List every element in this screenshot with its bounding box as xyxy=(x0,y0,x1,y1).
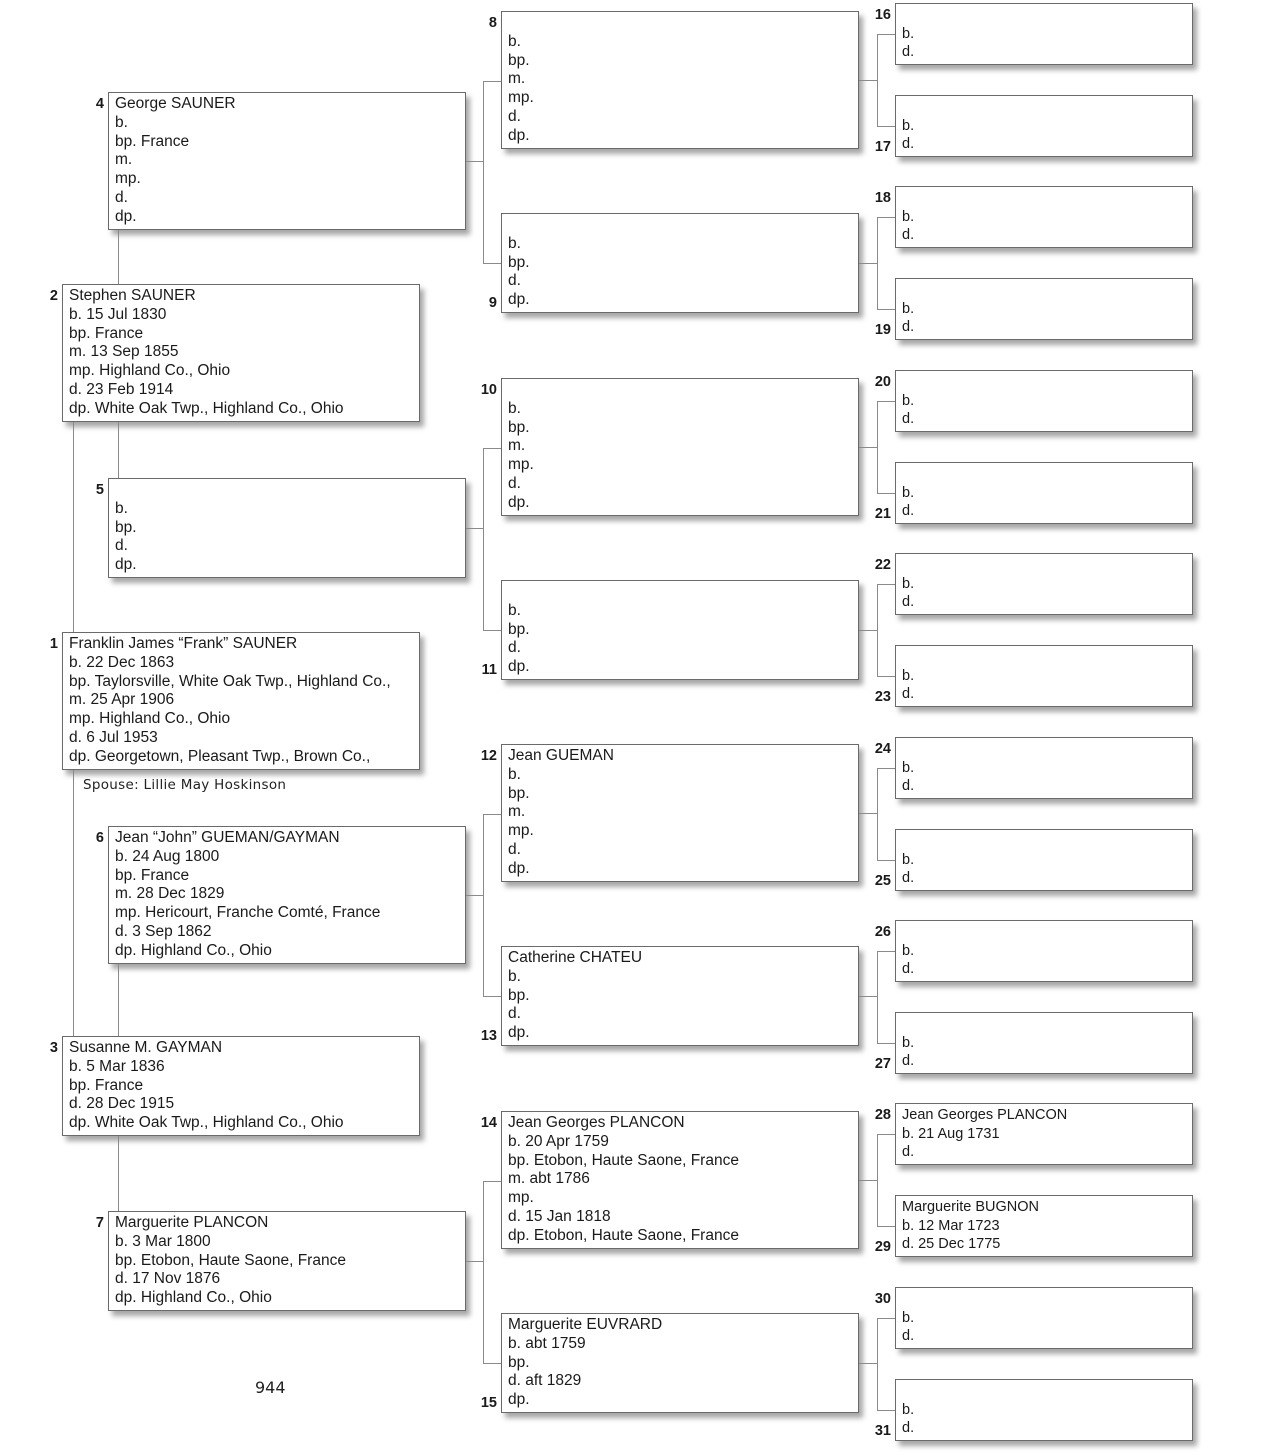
person-detail-line: dp. xyxy=(508,1391,530,1409)
person-box-27 xyxy=(895,1012,1193,1074)
person-detail-line: d. xyxy=(115,537,128,555)
connector-line xyxy=(859,1180,877,1181)
person-detail-line: dp. Highland Co., Ohio xyxy=(115,941,272,959)
connector-line xyxy=(859,813,877,814)
generation-number: 9 xyxy=(488,295,497,311)
person-detail-line: dp. Etobon, Haute Saone, France xyxy=(508,1226,739,1244)
connector-line xyxy=(483,630,501,631)
person-detail-line: b. xyxy=(902,484,915,501)
person-box-5 xyxy=(108,478,466,578)
person-detail-line: b. xyxy=(115,113,128,131)
generation-number: 24 xyxy=(874,741,891,757)
connector-line xyxy=(466,1261,483,1262)
connector-line xyxy=(877,1043,895,1044)
connector-line xyxy=(859,1363,877,1364)
person-detail-line: b. abt 1759 xyxy=(508,1334,586,1352)
person-detail-line: dp. Highland Co., Ohio xyxy=(115,1289,272,1307)
person-box-13 xyxy=(501,946,859,1046)
connector-line xyxy=(877,584,895,585)
person-detail-line: d. xyxy=(902,44,915,60)
person-name: George SAUNER xyxy=(115,95,236,112)
person-name xyxy=(508,583,858,602)
connector-line xyxy=(483,448,484,630)
person-box-11 xyxy=(501,580,859,680)
person-detail-line: b. 3 Mar 1800 xyxy=(115,1232,211,1250)
person-detail-line: m. xyxy=(508,437,526,455)
generation-number: 16 xyxy=(874,7,891,23)
person-detail-line: bp. xyxy=(508,620,530,638)
person-name: Susanne M. GAYMAN xyxy=(69,1039,223,1056)
connector-line xyxy=(877,401,895,402)
person-detail-line: b. xyxy=(508,399,521,417)
person-detail-line: d. xyxy=(902,686,915,702)
person-detail-line: b. xyxy=(508,967,521,985)
person-detail-line: mp. Highland Co., Ohio xyxy=(69,710,231,728)
connector-line xyxy=(877,860,895,861)
connector-line xyxy=(466,161,483,162)
generation-number: 20 xyxy=(874,374,891,390)
connector-line xyxy=(877,1318,895,1319)
generation-number: 15 xyxy=(480,1395,497,1411)
person-detail-line: bp. xyxy=(508,418,530,436)
person-name xyxy=(902,189,1192,208)
person-detail-line: bp. xyxy=(508,253,530,271)
person-detail-line: bp. xyxy=(115,518,137,536)
generation-number: 30 xyxy=(874,1291,891,1307)
person-box-16 xyxy=(895,3,1193,65)
person-detail-line: b. xyxy=(902,25,915,42)
connector-line xyxy=(877,951,895,952)
connector-line xyxy=(73,770,74,1036)
generation-number: 14 xyxy=(480,1115,497,1131)
generation-number: 8 xyxy=(488,15,497,31)
connector-line xyxy=(877,309,895,310)
person-box-15 xyxy=(501,1313,859,1413)
person-detail-line: m. xyxy=(115,151,133,169)
person-name xyxy=(902,281,1192,300)
person-name xyxy=(902,1382,1192,1401)
person-box-26 xyxy=(895,920,1193,982)
generation-number: 18 xyxy=(874,190,891,206)
connector-line xyxy=(877,34,895,35)
person-name: Catherine CHATEU xyxy=(508,949,643,966)
person-name xyxy=(902,6,1192,25)
generation-number: 21 xyxy=(874,506,891,522)
connector-line xyxy=(859,447,877,448)
person-detail-line: b. xyxy=(902,667,915,684)
person-detail-line: m. xyxy=(508,70,526,88)
connector-line xyxy=(118,964,119,1036)
generation-number: 10 xyxy=(480,382,497,398)
person-detail-line: b. xyxy=(508,601,521,619)
person-detail-line: d. xyxy=(508,272,521,290)
person-detail-line: d. 15 Jan 1818 xyxy=(508,1207,611,1225)
connector-line xyxy=(483,1181,501,1182)
connector-line xyxy=(877,676,895,677)
connector-line xyxy=(466,895,483,896)
person-detail-line: d. 23 Feb 1914 xyxy=(69,380,174,398)
connector-line xyxy=(483,1363,501,1364)
person-name xyxy=(902,1290,1192,1309)
person-box-23 xyxy=(895,645,1193,707)
person-detail-line: mp. xyxy=(508,89,534,107)
generation-number: 31 xyxy=(874,1423,891,1439)
connector-line xyxy=(118,422,119,478)
person-detail-line: bp. France xyxy=(115,132,190,150)
person-box-22 xyxy=(895,553,1193,615)
person-box-20 xyxy=(895,370,1193,432)
person-detail-line: mp. xyxy=(508,456,534,474)
connector-line xyxy=(466,528,483,529)
person-detail-line: d. xyxy=(902,594,915,610)
person-detail-line: d. xyxy=(902,503,915,519)
person-detail-line: b. xyxy=(115,499,128,517)
spouse-note: Spouse: Lillie May Hoskinson xyxy=(83,777,287,793)
connector-line xyxy=(877,768,878,860)
person-detail-line: b. 22 Dec 1863 xyxy=(69,653,175,671)
person-detail-line: b. xyxy=(902,759,915,776)
person-name xyxy=(902,373,1192,392)
generation-number: 27 xyxy=(874,1056,891,1072)
connector-line xyxy=(877,493,895,494)
person-detail-line: dp. xyxy=(508,291,530,309)
person-detail-line: mp. xyxy=(508,1189,534,1207)
connector-line xyxy=(859,263,877,264)
person-detail-line: b. 5 Mar 1836 xyxy=(69,1057,165,1075)
person-detail-line: m. xyxy=(508,803,526,821)
person-detail-line: b. xyxy=(902,117,915,134)
person-name xyxy=(902,98,1192,117)
person-detail-line: d. xyxy=(902,136,915,152)
generation-number: 19 xyxy=(874,322,891,338)
person-detail-line: dp. xyxy=(508,493,530,511)
person-detail-line: dp. Georgetown, Pleasant Twp., Brown Co., xyxy=(69,747,371,765)
person-detail-line: bp. France xyxy=(69,324,144,342)
person-detail-line: dp. xyxy=(508,859,530,877)
connector-line xyxy=(73,422,74,632)
person-name xyxy=(508,381,858,400)
person-name xyxy=(115,481,465,500)
person-detail-line: d. xyxy=(508,840,521,858)
person-detail-line: d. xyxy=(902,227,915,243)
person-detail-line: b. xyxy=(902,851,915,868)
person-name xyxy=(902,740,1192,759)
person-detail-line: dp. xyxy=(115,556,137,574)
person-box-10 xyxy=(501,378,859,516)
generation-number: 5 xyxy=(95,482,104,498)
person-name xyxy=(508,14,858,33)
person-detail-line: mp. xyxy=(508,822,534,840)
person-detail-line: d. xyxy=(115,188,128,206)
person-detail-line: bp. France xyxy=(115,866,190,884)
connector-line xyxy=(877,1226,895,1227)
person-detail-line: dp. White Oak Twp., Highland Co., Ohio xyxy=(69,399,344,417)
person-box-29 xyxy=(895,1195,1193,1257)
connector-line xyxy=(877,1134,878,1226)
person-box-3 xyxy=(62,1036,420,1136)
connector-line xyxy=(877,1410,895,1411)
generation-number: 13 xyxy=(480,1028,497,1044)
person-name: Marguerite PLANCON xyxy=(115,1214,269,1231)
person-detail-line: b. xyxy=(508,32,521,50)
person-box-28 xyxy=(895,1103,1193,1165)
person-detail-line: b. xyxy=(902,1309,915,1326)
generation-number: 23 xyxy=(874,689,891,705)
person-box-18 xyxy=(895,186,1193,248)
person-detail-line: d. 3 Sep 1862 xyxy=(115,922,212,940)
person-name: Stephen SAUNER xyxy=(69,287,196,304)
person-detail-line: b. xyxy=(902,208,915,225)
person-detail-line: dp. xyxy=(115,207,137,225)
person-detail-line: d. xyxy=(508,639,521,657)
generation-number: 4 xyxy=(95,96,104,112)
person-detail-line: b. xyxy=(508,234,521,252)
person-name: Jean “John” GUEMAN/GAYMAN xyxy=(115,829,340,846)
person-detail-line: b. xyxy=(902,300,915,317)
connector-line xyxy=(877,34,878,126)
connector-line xyxy=(483,263,501,264)
person-detail-line: d. xyxy=(902,319,915,335)
generation-number: 25 xyxy=(874,873,891,889)
person-detail-line: bp. xyxy=(508,784,530,802)
person-name xyxy=(508,216,858,235)
person-detail-line: d. aft 1829 xyxy=(508,1372,582,1390)
person-detail-line: d. xyxy=(902,411,915,427)
connector-line xyxy=(483,81,484,263)
person-box-9 xyxy=(501,213,859,313)
person-box-8 xyxy=(501,11,859,149)
person-detail-line: d. xyxy=(902,1053,915,1069)
generation-number: 28 xyxy=(874,1107,891,1123)
person-box-6 xyxy=(108,826,466,964)
person-detail-line: d. xyxy=(508,474,521,492)
generation-number: 2 xyxy=(49,288,58,304)
person-box-19 xyxy=(895,278,1193,340)
connector-line xyxy=(118,1136,119,1211)
person-detail-line: bp. xyxy=(508,51,530,69)
person-detail-line: bp. France xyxy=(69,1076,144,1094)
connector-line xyxy=(483,81,501,82)
person-detail-line: d. xyxy=(902,1328,915,1344)
person-detail-line: m. 28 Dec 1829 xyxy=(115,885,225,903)
person-name xyxy=(902,556,1192,575)
person-name: Jean Georges PLANCON xyxy=(508,1114,685,1131)
person-box-1 xyxy=(62,632,420,770)
connector-line xyxy=(877,126,895,127)
person-detail-line: dp. xyxy=(508,1024,530,1042)
person-box-25 xyxy=(895,829,1193,891)
person-detail-line: b. xyxy=(902,392,915,409)
person-detail-line: b. xyxy=(902,942,915,959)
person-detail-line: d. xyxy=(902,778,915,794)
page-number: 944 xyxy=(255,1378,286,1397)
person-box-4 xyxy=(108,92,466,230)
person-box-7 xyxy=(108,1211,466,1311)
person-detail-line: b. 21 Aug 1731 xyxy=(902,1125,1000,1142)
connector-line xyxy=(877,768,895,769)
generation-number: 7 xyxy=(95,1215,104,1231)
generation-number: 1 xyxy=(49,636,58,652)
person-box-31 xyxy=(895,1379,1193,1441)
person-detail-line: bp. xyxy=(508,1353,530,1371)
person-name: Jean GUEMAN xyxy=(508,747,614,764)
person-detail-line: b. xyxy=(902,1401,915,1418)
person-box-30 xyxy=(895,1287,1193,1349)
person-name xyxy=(902,1015,1192,1034)
connector-line xyxy=(877,1318,878,1410)
generation-number: 12 xyxy=(480,748,497,764)
person-detail-line: mp. xyxy=(115,170,141,188)
person-box-2 xyxy=(62,284,420,422)
person-name xyxy=(902,648,1192,667)
person-box-24 xyxy=(895,737,1193,799)
connector-line xyxy=(877,217,878,309)
connector-line xyxy=(483,814,484,996)
person-detail-line: d. 6 Jul 1953 xyxy=(69,728,158,746)
generation-number: 11 xyxy=(481,662,497,678)
generation-number: 22 xyxy=(874,557,891,573)
connector-line xyxy=(877,584,878,676)
connector-line xyxy=(877,401,878,493)
person-name xyxy=(902,923,1192,942)
person-detail-line: dp. White Oak Twp., Highland Co., Ohio xyxy=(69,1114,344,1132)
connector-line xyxy=(859,996,877,997)
person-name: Marguerite EUVRARD xyxy=(508,1316,663,1333)
person-detail-line: b. xyxy=(508,765,521,783)
generation-number: 6 xyxy=(95,830,104,846)
person-detail-line: d. xyxy=(902,1144,915,1160)
connector-line xyxy=(877,1134,895,1135)
connector-line xyxy=(483,1181,484,1363)
generation-number: 17 xyxy=(874,139,891,155)
person-name: Marguerite BUGNON xyxy=(902,1199,1039,1215)
person-name: Jean Georges PLANCON xyxy=(902,1107,1068,1123)
person-detail-line: d. 25 Dec 1775 xyxy=(902,1236,1001,1252)
person-detail-line: b. 15 Jul 1830 xyxy=(69,305,167,323)
generation-number: 3 xyxy=(49,1040,58,1056)
person-detail-line: m. abt 1786 xyxy=(508,1170,590,1188)
connector-line xyxy=(877,951,878,1043)
person-detail-line: bp. xyxy=(508,986,530,1004)
person-detail-line: mp. Highland Co., Ohio xyxy=(69,362,231,380)
person-detail-line: b. xyxy=(902,575,915,592)
generation-number: 29 xyxy=(874,1239,891,1255)
person-detail-line: bp. Etobon, Haute Saone, France xyxy=(508,1151,739,1169)
person-detail-line: dp. xyxy=(508,658,530,676)
person-detail-line: d. xyxy=(902,870,915,886)
connector-line xyxy=(877,217,895,218)
person-box-14 xyxy=(501,1111,859,1249)
connector-line xyxy=(483,814,501,815)
connector-line xyxy=(859,630,877,631)
person-name xyxy=(902,465,1192,484)
person-detail-line: b. xyxy=(902,1034,915,1051)
person-name: Franklin James “Frank” SAUNER xyxy=(69,635,298,652)
person-box-21 xyxy=(895,462,1193,524)
person-detail-line: bp. Taylorsville, White Oak Twp., Highland Co., xyxy=(69,672,391,690)
person-detail-line: d. xyxy=(508,107,521,125)
person-detail-line: bp. Etobon, Haute Saone, France xyxy=(115,1251,346,1269)
person-detail-line: mp. Hericourt, Franche Comté, France xyxy=(115,904,381,922)
connector-line xyxy=(483,996,501,997)
person-detail-line: d. xyxy=(508,1005,521,1023)
person-detail-line: b. 24 Aug 1800 xyxy=(115,847,220,865)
person-box-17 xyxy=(895,95,1193,157)
generation-number: 26 xyxy=(874,924,891,940)
person-detail-line: m. 25 Apr 1906 xyxy=(69,691,175,709)
person-detail-line: d. xyxy=(902,961,915,977)
person-detail-line: d. 17 Nov 1876 xyxy=(115,1270,221,1288)
connector-line xyxy=(118,230,119,284)
person-name xyxy=(902,832,1192,851)
connector-line xyxy=(859,80,877,81)
person-box-12 xyxy=(501,744,859,882)
person-detail-line: dp. xyxy=(508,126,530,144)
person-detail-line: b. 20 Apr 1759 xyxy=(508,1132,609,1150)
person-detail-line: d. 28 Dec 1915 xyxy=(69,1095,175,1113)
person-detail-line: d. xyxy=(902,1420,915,1436)
person-detail-line: m. 13 Sep 1855 xyxy=(69,343,179,361)
connector-line xyxy=(483,448,501,449)
person-detail-line: b. 12 Mar 1723 xyxy=(902,1217,1000,1234)
